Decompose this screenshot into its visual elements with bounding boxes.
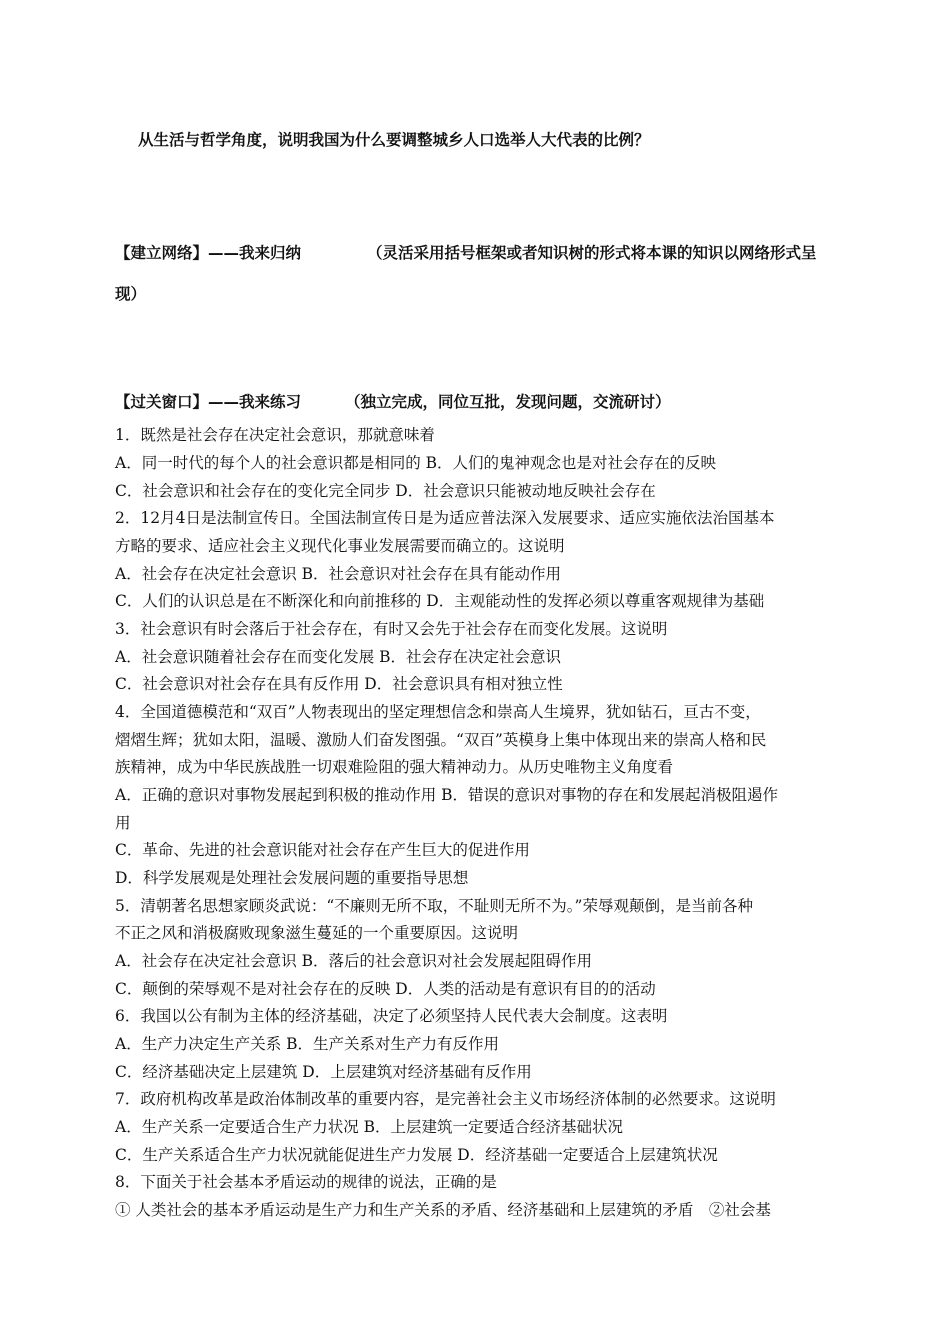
- question-line: D．科学发展观是处理社会发展问题的重要指导思想: [115, 869, 469, 887]
- question-line: C．经济基础决定上层建筑 D．上层建筑对经济基础有反作用: [115, 1063, 532, 1081]
- question-line: 4．全国道德模范和“双百”人物表现出的坚定理想信念和崇高人生境界，犹如钻石，亘古不变，: [115, 703, 761, 721]
- question-line: A．同一时代的每个人的社会意识都是相同的 B．人们的鬼神观念也是对社会存在的反映: [115, 454, 717, 472]
- question-line: A．生产关系一定要适合生产力状况 B．上层建筑一定要适合经济基础状况: [115, 1118, 624, 1136]
- question-line: C．人们的认识总是在不断深化和向前推移的 D．主观能动性的发挥必须以尊重客观规律为基础: [115, 592, 765, 610]
- question-line: 不正之风和消极腐败现象滋生蔓延的一个重要原因。这说明: [115, 924, 519, 942]
- question-line: 5．清朝著名思想家顾炎武说：“不廉则无所不取，不耻则无所不为。”荣辱观颠倒，是当前各种: [115, 897, 753, 915]
- question-line: 6．我国以公有制为主体的经济基础，决定了必须坚持人民代表大会制度。这表明: [115, 1007, 668, 1025]
- question-line: A．社会存在决定社会意识 B．社会意识对社会存在具有能动作用: [115, 565, 562, 583]
- question-line: A．社会意识随着社会存在而变化发展 B．社会存在决定社会意识: [115, 648, 562, 666]
- practice-section-instruction: （独立完成，同位互批，发现问题，交流研讨）: [345, 393, 671, 411]
- question-line: 用: [115, 814, 131, 832]
- question-line: C．社会意识对社会存在具有反作用 D．社会意识具有相对独立性: [115, 675, 563, 693]
- intro-question: 从生活与哲学角度，说明我国为什么要调整城乡人口选举人大代表的比例？: [138, 131, 650, 149]
- question-line: 2．12月4日是法制宣传日。全国法制宣传日是为适应普法深入发展要求、适应实施依法治国基本: [115, 509, 775, 527]
- question-line: C．生产关系适合生产力状况就能促进生产力发展 D．经济基础一定要适合上层建筑状况: [115, 1146, 718, 1164]
- question-line: 1．既然是社会存在决定社会意识，那就意味着: [115, 426, 435, 444]
- question-line: C．颠倒的荣辱观不是对社会存在的反映 D．人类的活动是有意识有目的的活动: [115, 980, 656, 998]
- question-line: 7．政府机构改革是政治体制改革的重要内容，是完善社会主义市场经济体制的必然要求。这说明: [115, 1090, 776, 1108]
- question-line: 8．下面关于社会基本矛盾运动的规律的说法，正确的是: [115, 1173, 497, 1191]
- question-line: C．革命、先进的社会意识能对社会存在产生巨大的促进作用: [115, 841, 530, 859]
- network-section-instruction-cont: 现）: [115, 285, 147, 303]
- question-line: 族精神，成为中华民族战胜一切艰难险阻的强大精神动力。从历史唯物主义角度看: [115, 758, 674, 776]
- question-line: A．正确的意识对事物发展起到积极的推动作用 B．错误的意识对事物的存在和发展起消极阻遏作: [115, 786, 779, 804]
- question-line: 3．社会意识有时会落后于社会存在，有时又会先于社会存在而变化发展。这说明: [115, 620, 668, 638]
- network-section-title: 【建立网络】——我来归纳: [115, 244, 302, 262]
- practice-section-title: 【过关窗口】——我来练习: [115, 393, 302, 411]
- question-line: C．社会意识和社会存在的变化完全同步 D．社会意识只能被动地反映社会存在: [115, 482, 656, 500]
- question-line: ① 人类社会的基本矛盾运动是生产力和生产关系的矛盾、经济基础和上层建筑的矛盾 ②社会基: [115, 1201, 771, 1219]
- question-line: A．生产力决定生产关系 B．生产关系对生产力有反作用: [115, 1035, 500, 1053]
- question-line: 熠熠生辉；犹如太阳，温暖、激励人们奋发图强。“双百”英模身上集中体现出来的崇高人格和民: [115, 731, 767, 749]
- network-section-instruction: （灵活采用括号框架或者知识树的形式将本课的知识以网络形式呈: [367, 244, 817, 262]
- question-line: A．社会存在决定社会意识 B．落后的社会意识对社会发展起阻碍作用: [115, 952, 593, 970]
- question-line: 方略的要求、适应社会主义现代化事业发展需要而确立的。这说明: [115, 537, 565, 555]
